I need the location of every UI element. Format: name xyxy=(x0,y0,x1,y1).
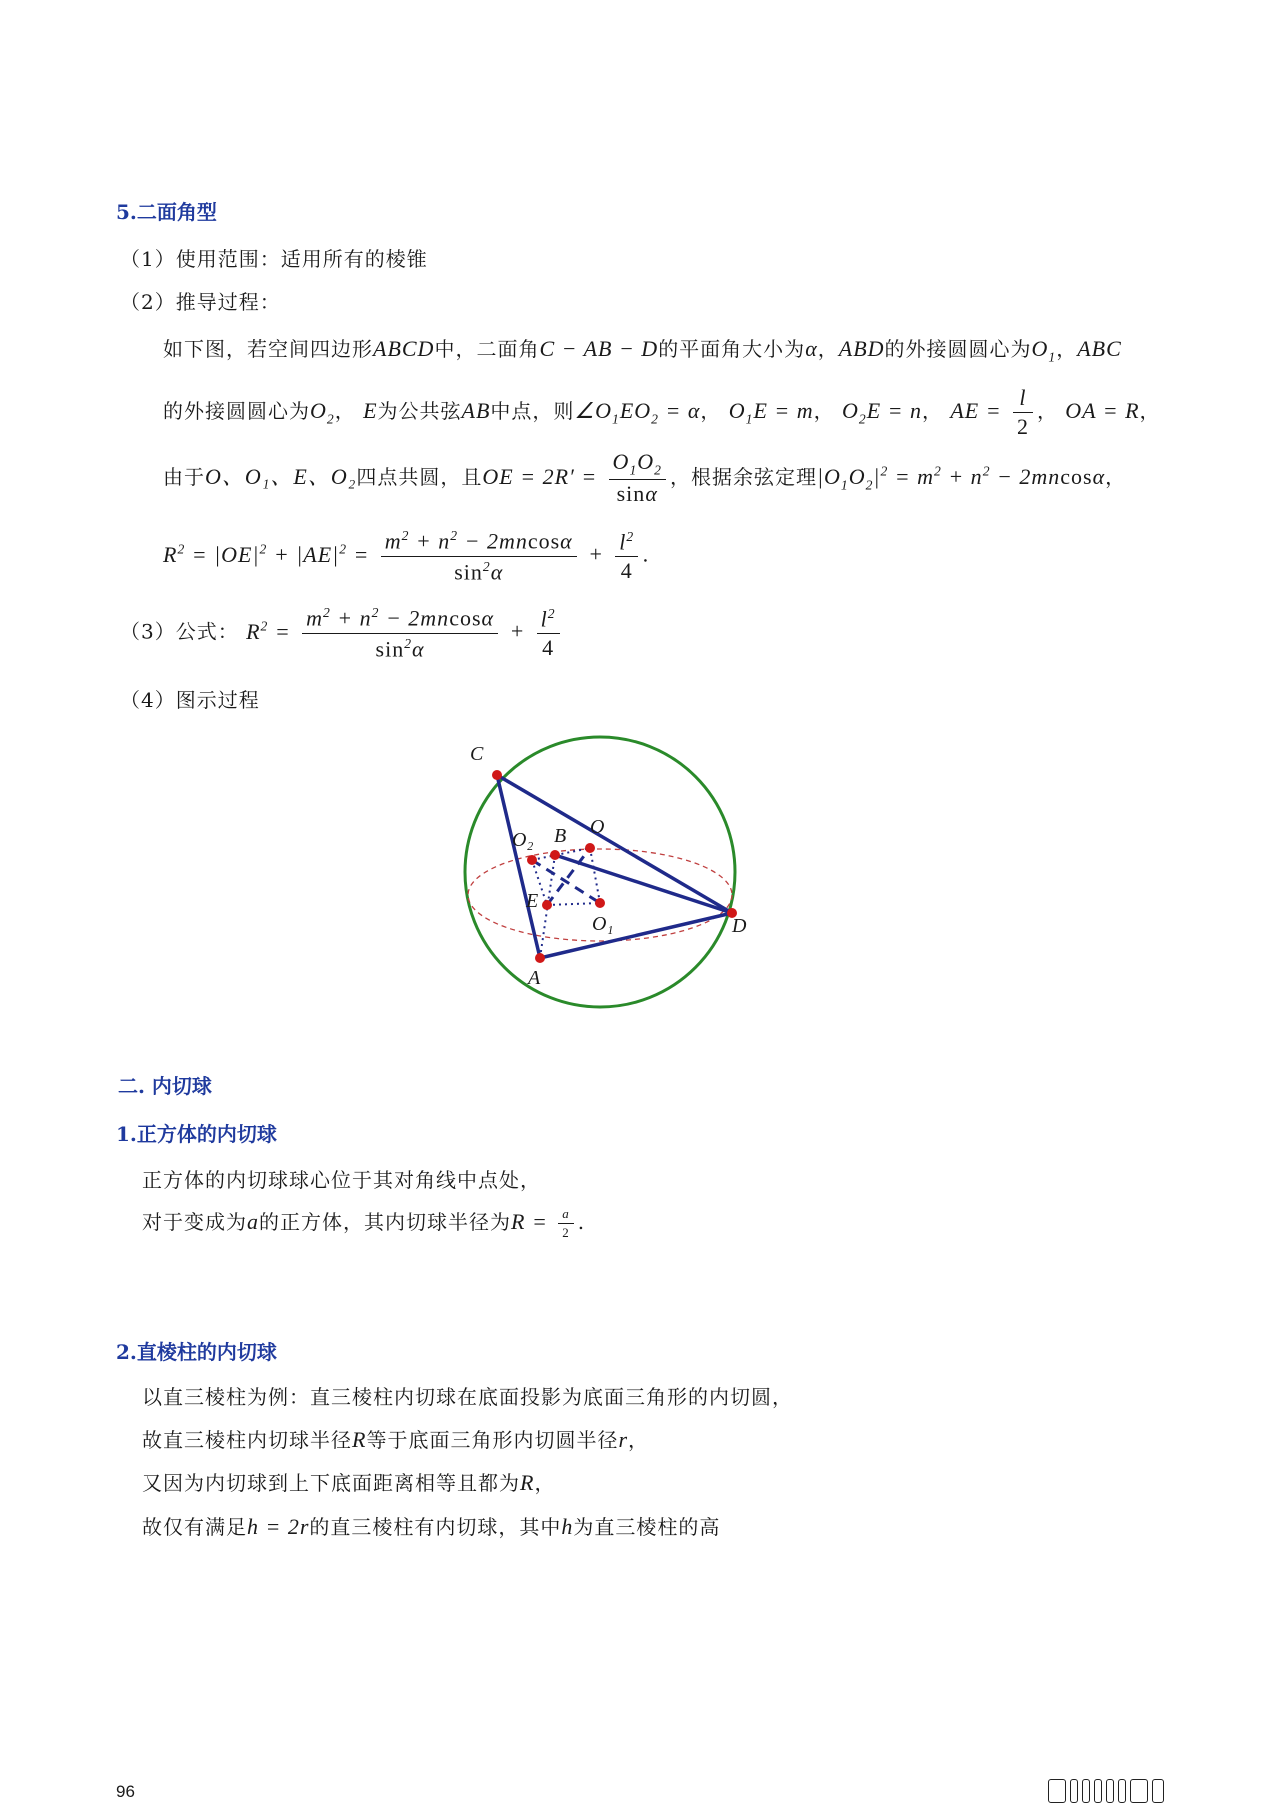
edge-bd xyxy=(555,855,732,913)
point-o xyxy=(585,843,595,853)
label-a: A xyxy=(528,967,541,989)
label-o2: O₂ xyxy=(512,829,534,851)
cube-line-2: 对于变成为a的正方体，其内切球半径为R = $\frac{a}{2}$ . xyxy=(142,1205,586,1240)
line-e-o1 xyxy=(547,903,600,905)
point-o1 xyxy=(595,898,605,908)
derivation-line-4: $R^2 = |OE|^2 + |AE|^2$ = $\frac{m^2 + n^2 - 2mncos\alpha}{\sin^2\alpha}$ + $\frac{l^2}{4}$ . xyxy=(163,528,650,584)
formula-item: （3）公式： $R^2$ = $\frac{m^2 + n^2 - 2mncos\alpha}{\sin^2\alpha}$ + $\frac{l^2}{4}$ xyxy=(120,605,564,661)
watermark-logo xyxy=(1048,1778,1168,1804)
prism-insphere-title: 2.直棱柱的内切球 xyxy=(116,1340,277,1364)
label-o: O xyxy=(590,816,605,838)
sphere-outline xyxy=(465,737,735,1007)
label-b: B xyxy=(554,825,567,847)
prism-line-2: 故直三棱柱内切球半径R等于底面三角形内切圆半径r， xyxy=(142,1427,650,1452)
section-title: 5.二面角型 xyxy=(116,200,217,224)
derivation-line-3: 由于O、O₁、E、O₂四点共圆，且OE = 2R′ = $\frac{O_1O_2}{\sin\alpha}$ ，根据余弦定理$|O_1O_2|^2 = m^2 + n^2 - 2mncos\alpha$， xyxy=(163,449,1127,507)
sphere-diagram xyxy=(440,730,770,1010)
edge-ad xyxy=(540,913,732,958)
section-2-title: 二. 内切球 xyxy=(118,1074,212,1098)
point-a xyxy=(535,953,545,963)
page-number: 96 xyxy=(116,1782,135,1801)
prism-line-3: 又因为内切球到上下底面距离相等且都为R， xyxy=(142,1470,556,1495)
point-e xyxy=(542,900,552,910)
point-c xyxy=(492,770,502,780)
cube-insphere-title: 1.正方体的内切球 xyxy=(116,1122,277,1146)
label-o1: O₁ xyxy=(592,913,614,935)
label-e: E xyxy=(526,890,539,912)
line-o-o1 xyxy=(590,848,600,903)
diagram-item: （4）图示过程 xyxy=(120,688,260,712)
derivation-item: （2）推导过程： xyxy=(120,290,281,314)
prism-line-4: 故仅有满足h = 2r的直三棱柱有内切球，其中h为直三棱柱的高 xyxy=(142,1514,721,1539)
label-d: D xyxy=(732,915,747,937)
label-c: C xyxy=(470,743,484,765)
prism-line-1: 以直三棱柱为例：直三棱柱内切球在底面投影为底面三角形的内切圆， xyxy=(142,1385,793,1409)
cube-line-1: 正方体的内切球球心位于其对角线中点处， xyxy=(142,1168,541,1192)
point-b xyxy=(550,850,560,860)
derivation-line-1: 如下图，若空间四边形ABCD中，二面角C − AB − D的平面角大小为α，ABD的外接圆圆心为$O_1$，ABC xyxy=(163,336,1122,365)
derivation-line-2: 的外接圆圆心为$O_2$， E为公共弦AB中点，则$\angle O_1EO_2 = \alpha$， $O_1E = m$， $O_2E = n$， AE = $\frac{l}{2}$ ， OA = R， xyxy=(163,385,1161,440)
usage-range-item: （1）使用范围：适用所有的棱锥 xyxy=(120,247,428,271)
point-o2 xyxy=(527,855,537,865)
